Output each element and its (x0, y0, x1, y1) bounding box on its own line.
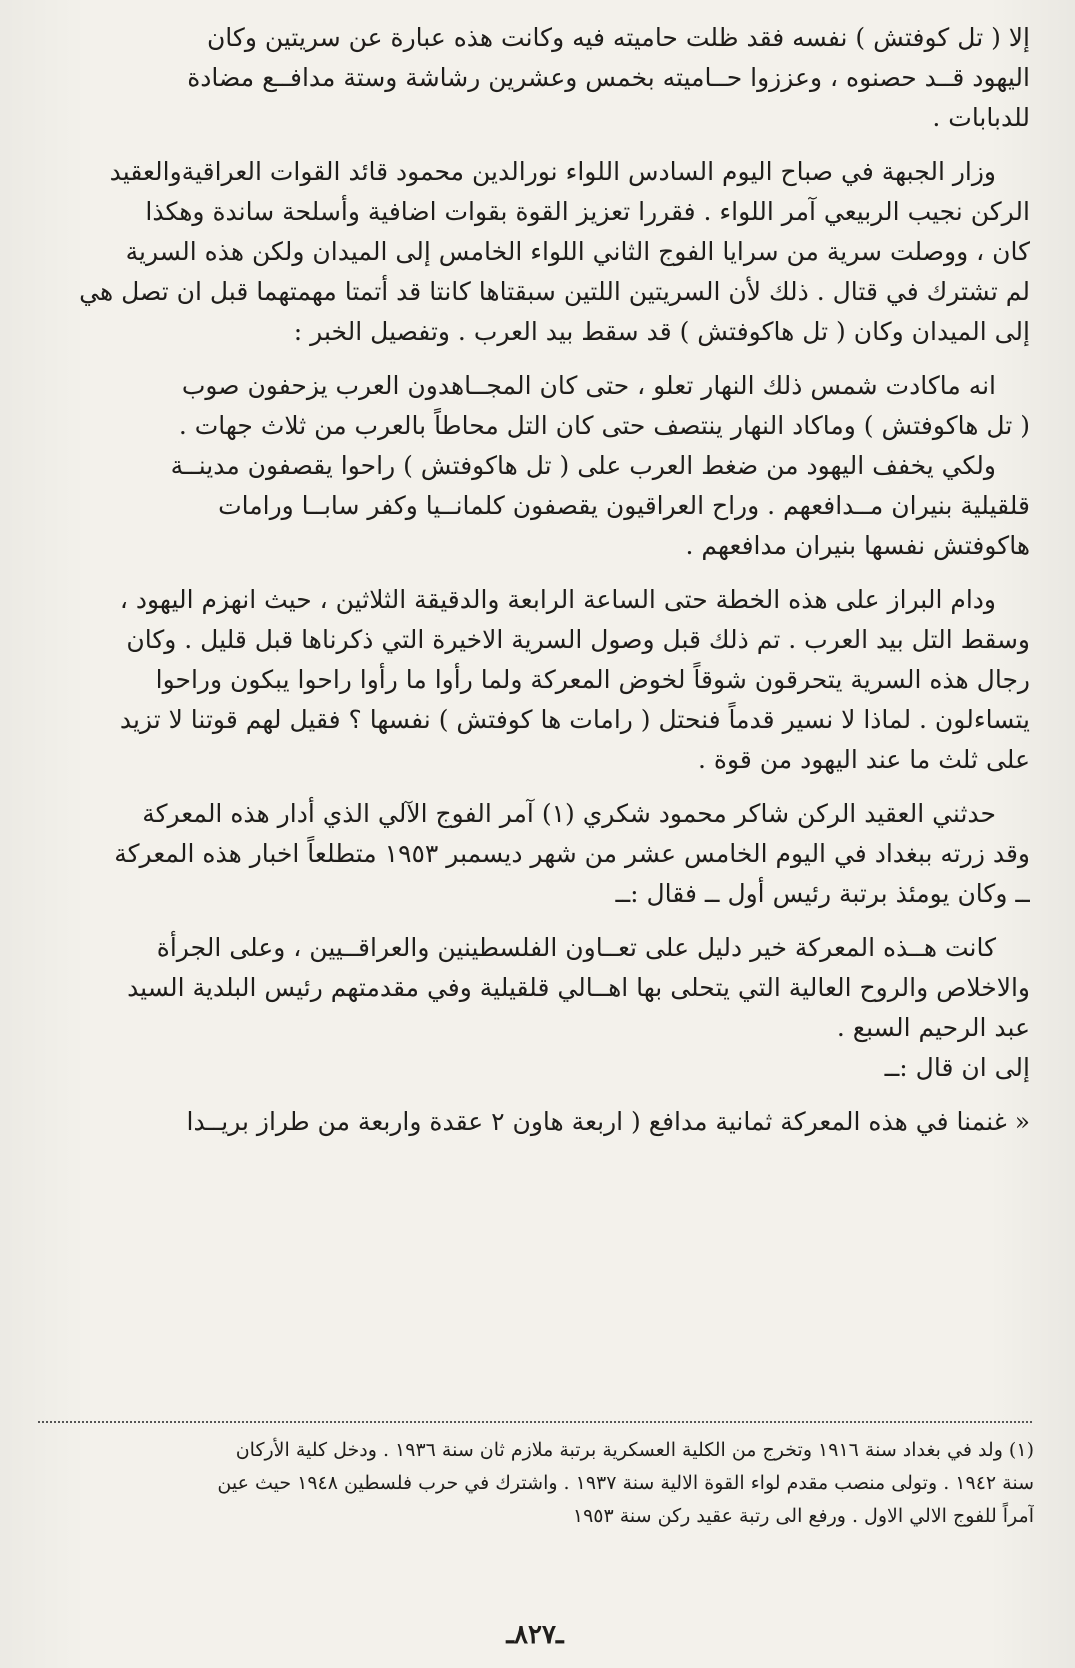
paragraph-gap (35, 914, 1030, 928)
text-line: وزار الجبهة في صباح اليوم السادس اللواء نورالدين محمود قائد القوات العراقيةوالعقيد (109, 157, 996, 186)
text-line: ــ وكان يومئذ برتبة رئيس أول ــ فقال :ــ (615, 879, 1030, 908)
text-line: لم تشترك في قتال . ذلك لأن السريتين اللتين سبقتاها كانتا قد أتمتا مهمتهما قبل ان تصل هي (79, 277, 1030, 306)
text-line: إلى ان قال :ــ (884, 1053, 1030, 1082)
text-line: هاكوفتش نفسها بنيران مدافعهم . (685, 531, 1030, 560)
text-line: رجال هذه السرية يتحرقون شوقاً لخوض المعركة ولما رأوا ما رأوا راحوا يبكون وراحوا (155, 665, 1030, 694)
footnote-divider (38, 1421, 1032, 1423)
paragraph-gap (35, 1088, 1030, 1102)
text-line: على ثلث ما عند اليهود من قوة . (697, 745, 1030, 774)
text-line: إلا ( تل كوفتش ) نفسه فقد ظلت حاميته فيه وكانت هذه عبارة عن سريتين وكان (206, 23, 1030, 52)
text-line: ودام البراز على هذه الخطة حتى الساعة الرابعة والدقيقة الثلاثين ، حيث انهزم اليهود ، (119, 585, 996, 614)
text-line: « غنمنا في هذه المعركة ثمانية مدافع ( اربعة هاون ٢ عقدة واربعة من طراز بريــدا (186, 1107, 1030, 1136)
footnote-line: آمراً للفوج الالي الاول . ورفع الى رتبة عقيد ركن سنة ١٩٥٣ (572, 1505, 1034, 1527)
text-line: الركن نجيب الربيعي آمر اللواء . فقررا تعزيز القوة بقوات اضافية وأسلحة ساندة وهكذا (145, 197, 1030, 226)
footnote (42, 1434, 1034, 1533)
text-line: وقد زرته ببغداد في اليوم الخامس عشر من شهر ديسمبر ١٩٥٣ متطلعاً اخبار هذه المعركة (114, 839, 1030, 868)
text-line: حدثني العقيد الركن شاكر محمود شكري (١) آمر الفوج الآلي الذي أدار هذه المعركة (142, 799, 996, 828)
paragraph-gap (35, 566, 1030, 580)
text-line: وسقط التل بيد العرب . تم ذلك قبل وصول السرية الاخيرة التي ذكرناها قبل قليل . وكان (126, 625, 1030, 654)
text-line: اليهود قــد حصنوه ، وعززوا حــاميته بخمس وعشرين رشاشة وستة مدافــع مضادة (187, 63, 1030, 92)
text-line: والاخلاص والروح العالية التي يتحلى بها اهــالي قلقيلية وفي مقدمتهم رئيس البلدية السيد (127, 973, 1030, 1002)
text-line: إلى الميدان وكان ( تل هاكوفتش ) قد سقط بيد العرب . وتفصيل الخبر : (293, 317, 1030, 346)
text-line: قلقيلية بنيران مــدافعهم . وراح العراقيون يقصفون كلمانــيا وكفر سابــا ورامات (218, 491, 1030, 520)
paragraph-gap (35, 138, 1030, 152)
paragraph-gap (35, 352, 1030, 366)
text-line: ولكي يخفف اليهود من ضغط العرب على ( تل هاكوفتش ) راحوا يقصفون مدينــة (170, 451, 996, 480)
footnote-line: سنة ١٩٤٢ . وتولى منصب مقدم لواء القوة الالية سنة ١٩٣٧ . واشترك في حرب فلسطين ١٩٤٨ حيث عين (217, 1472, 1034, 1494)
paragraph-gap (35, 780, 1030, 794)
text-line: انه ماكادت شمس ذلك النهار تعلو ، حتى كان المجــاهدون العرب يزحفون صوب (181, 371, 996, 400)
text-line: كانت هــذه المعركة خير دليل على تعــاون الفلسطينين والعراقــيين ، وعلى الجرأة (156, 933, 996, 962)
text-line: للدبابات . (932, 103, 1030, 132)
text-line: يتساءلون . لماذا لا نسير قدماً فنحتل ( رامات ها كوفتش ) نفسها ؟ فقيل لهم قوتنا لا تزيد (119, 705, 1030, 734)
text-line: ( تل هاكوفتش ) وماكاد النهار ينتصف حتى كان التل محاطاً بالعرب من ثلاث جهات . (178, 411, 1030, 440)
main-text (35, 18, 1030, 1142)
footnote-line: (١) ولد في بغداد سنة ١٩١٦ وتخرج من الكلية العسكرية برتبة ملازم ثان سنة ١٩٣٦ . ودخل كلية الأركان (235, 1439, 1034, 1461)
text-line: كان ، ووصلت سرية من سرايا الفوج الثاني اللواء الخامس إلى الميدان ولكن هذه السرية (125, 237, 1030, 266)
page-number: ـ٨٢٧ـ (506, 1620, 564, 1650)
text-line: عبد الرحيم السبع . (836, 1013, 1030, 1042)
